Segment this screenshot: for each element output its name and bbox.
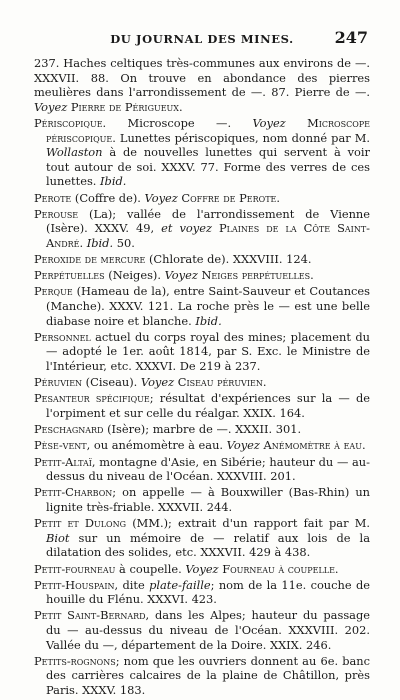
entry-text: (La); vallée de l'arrondissement de Vienne (Isère). XXXV. 49, [46,206,370,236]
entry-text: (Isère); marbre de —. XXXII. 301. [103,422,302,437]
index-entry [34,56,370,114]
small-caps-term: Petit-Charbon [34,485,113,500]
small-caps-term: Coffre de Perote. [181,190,280,205]
small-caps-term: Petit Saint-Bernard [34,608,146,623]
small-caps-term: Perote [34,190,72,205]
small-caps-term: Pesanteur spécifique [34,391,150,406]
italic-text: Ibid. [86,235,114,250]
entry-text [286,116,307,130]
small-caps-term: Petit-fourneau [34,561,116,576]
italic-text: Ibid. [195,313,222,328]
entry-text: (Coffre de). [71,190,145,205]
entry-text: ; nom que les ouvriers donnent au 6e. banc des carrières calcaires de la plaine de Châtillon, près Paris. XXXV. 183. [46,653,370,698]
entry-text: , dite [114,577,150,592]
small-caps-term: Perouse [34,206,79,221]
small-caps-term: Neiges perpétuelles. [201,268,314,283]
italic-text: Voyez [185,561,219,576]
index-entry [34,284,370,328]
entry-text: Microscope —. [106,115,253,130]
index-entry [34,268,370,283]
index-entry [34,207,370,251]
entry-text: (Ciseau). [82,375,141,390]
entry-text: (Chlorate de). XXXVIII. 124. [145,252,312,267]
index-entry [34,516,370,560]
small-caps-term: Peschagnard [34,422,104,437]
italic-text: plate-faille [149,577,211,592]
italic-text: Voyez [34,99,68,114]
small-caps-term: Pierre de Périgueux. [70,99,183,114]
italic-text: Ibid. [100,174,127,189]
small-caps-term: Microscope périscopique. [46,115,371,145]
small-caps-term: Petit-Altaï [34,454,92,469]
entry-text: ; résultat d'expériences sur la — de l'orpiment et sur celle du réalgar. XXIX. 164. [46,391,370,420]
small-caps-term: Plaines de la Côte Saint-André. [46,221,371,250]
entry-text: , ou anémomètre à eau. [86,438,227,453]
entry-text: 50. [113,235,135,250]
entry-text: (Neiges). [104,268,165,283]
italic-text: Voyez [164,268,198,283]
entry-text: ; nom de la 11e. couche de houille du Flénu. XXXVI. 423. [46,577,370,607]
small-caps-term: Petit et Dulong [34,516,127,531]
italic-text: Voyez [252,115,286,130]
index-entry [34,578,370,607]
page-number: 247 [334,28,368,47]
italic-text: Voyez [144,190,178,205]
index-entry [34,191,370,206]
index-entry [34,438,370,453]
index-entry [34,330,370,374]
small-caps-term: Petits-rognons [34,653,116,668]
index-entry [34,485,370,514]
small-caps-term: Petit-Houspain [34,577,115,592]
entry-text: à coupelle. [115,561,186,576]
running-head [34,30,370,50]
italic-text: Voyez [140,375,175,390]
entry-text: Lunettes périscopiques, nom donné par M. [115,130,370,145]
italic-text: Wollaston [46,145,103,160]
small-caps-term: Péruvien [34,375,83,390]
italic-text: Voyez [226,438,260,453]
index-entry [34,608,370,652]
index-entry [34,455,370,484]
index-entry [34,116,370,189]
entry-text: (MM.); extrait d'un rapport fait par M. [126,516,370,531]
small-caps-term: Anémomètre à eau. [263,438,366,453]
entry-text: , dans les Alpes; hauteur du passage du — au-dessus du niveau de l'Océan. XXXVIII. 202. Vallée du —, département de la Doire. XXIX. 246. [46,608,370,652]
entry-text: sur un mémoire de — relatif aux lois de la dilatation des solides, etc. XXXVII. 429 à 438. [46,530,370,560]
small-caps-term: Pèse-vent [34,438,87,453]
small-caps-term: Périscopique. [34,115,107,130]
index-entry [34,252,370,267]
index-entry [34,391,370,420]
running-title: DU JOURNAL DES MINES. [110,32,294,46]
index-entries [34,56,370,698]
small-caps-term: Perpétuelles [34,268,105,283]
index-entry [34,562,370,577]
entry-text: ; on appelle — à Bouxwiller (Bas-Rhin) un lignite très-friable. XXXVII. 244. [46,485,370,514]
small-caps-term: Ciseau péruvien. [177,375,267,390]
entry-text: actuel du corps royal des mines; placement du — adopté le 1er. août 1814, par S. Exc. le Ministre de l'Intérieur, etc. XXXVI. De 219 à 237. [46,329,370,374]
small-caps-term: Fourneau à coupelle. [222,561,339,576]
index-entry [34,375,370,390]
small-caps-term: Perque [34,284,73,299]
italic-text: et voyez [161,221,212,236]
index-entry [34,422,370,437]
small-caps-term: Peroxide de mercure [34,252,146,267]
small-caps-term: Personnel [34,329,91,344]
italic-text: Biot [46,530,70,545]
entry-text: à de nouvelles lunettes qui servent à voir tout autour de soi. XXXV. 77. Forme des verres de ces lunettes. [46,145,370,189]
entry-text: , montagne d'Asie, en Sibérie; hauteur du — au-dessus du niveau de l'Océan. XXXVIII. 201. [46,454,370,484]
entry-text [212,221,219,235]
entry-text: (Hameau de la), entre Saint-Sauveur et Coutances (Manche). XXXV. 121. La roche près le — est une belle diabase noire et blanche. [46,284,370,328]
entry-text: 237. Haches celtiques très-communes aux environs de —. XXXVII. 88. On trouve en abondance des pierres meulières dans l'arrondissement de —. 87. Pierre de —. [34,56,370,100]
index-entry [34,654,370,698]
